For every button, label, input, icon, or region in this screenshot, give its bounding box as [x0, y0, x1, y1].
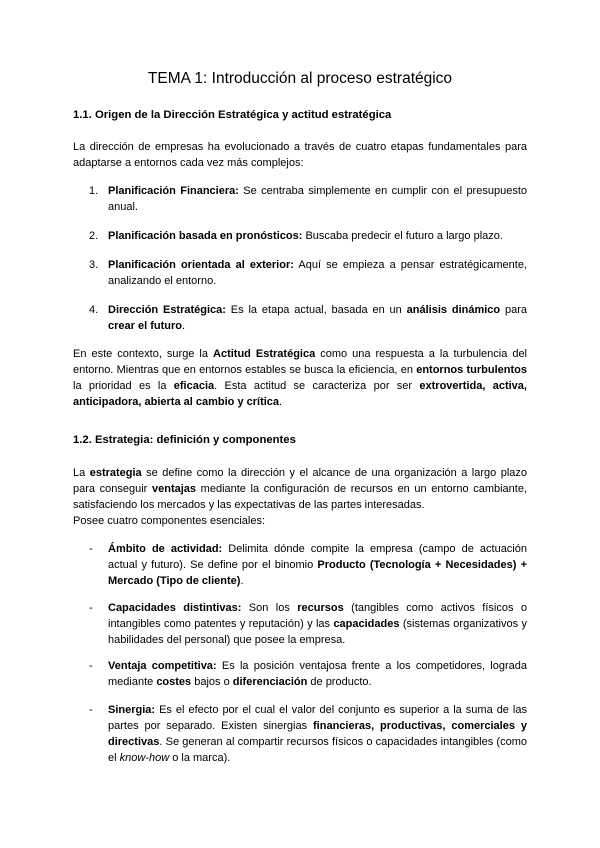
text-run: Son los [241, 602, 298, 614]
bold-term: costes [156, 676, 192, 688]
bold-term: capacidades [333, 618, 400, 630]
component-label: Ámbito de actividad: [108, 543, 223, 555]
bold-term: entornos turbulentos [416, 364, 527, 376]
text-run: se define como la dirección y el alcance de una organización a largo plazo para conseguir [73, 467, 528, 495]
list-dash: - [89, 543, 93, 555]
list-item-ventaja [89, 658, 527, 690]
list-dash: - [89, 602, 93, 614]
list-item-capacidades [89, 600, 527, 648]
bold-term: extrovertida, activa, anticipadora, abierta al cambio y crítica [73, 380, 527, 408]
bold-term: estrategia [89, 467, 142, 479]
bold-term: eficacia [173, 380, 215, 392]
context-paragraph [73, 346, 527, 410]
list-dash: - [89, 660, 93, 672]
bold-term: financieras, productivas, comerciales y directivas [108, 720, 527, 748]
list-number: 1. [89, 185, 99, 197]
text-run: Es la posición ventajosa frente a los competidores, lograda mediante [108, 660, 527, 688]
text-run: . [240, 575, 244, 587]
stage-text: Buscaba predecir el futuro a largo plazo. [302, 230, 503, 242]
text-run: o la marca). [169, 752, 231, 764]
list-item-stage-2 [89, 228, 527, 244]
bold-term: diferenciación [232, 676, 308, 688]
list-number: 4. [89, 304, 99, 316]
italic-term: know-how [119, 752, 170, 764]
list-dash: - [89, 704, 93, 716]
text-run: . Esta actitud se caracteriza por ser [214, 380, 420, 392]
list-item-stage-4 [89, 302, 527, 334]
text-run: (sistemas organizativos y habilidades del personal) que posee la empresa. [108, 618, 527, 646]
list-item-stage-1 [89, 183, 527, 215]
component-label: Ventaja competitiva: [108, 660, 217, 672]
bold-term: crear el futuro [108, 320, 182, 332]
text-run: En este contexto, surge la [73, 348, 214, 360]
list-number: 2. [89, 230, 99, 242]
stage-label: Dirección Estratégica: [108, 304, 226, 316]
stage-label: Planificación basada en pronósticos: [108, 230, 303, 242]
stage-label: Planificación orientada al exterior: [108, 259, 294, 271]
list-item-sinergia [89, 702, 527, 766]
text-run: La [73, 467, 90, 479]
definition-paragraph [73, 465, 527, 513]
bold-term: Producto (Tecnología + Necesidades) + Mercado (Tipo de cliente) [108, 559, 527, 587]
text-run: bajos o [191, 676, 233, 688]
stage-text: Se centraba simplemente en cumplir con el presupuesto anual. [108, 185, 527, 213]
bold-term: ventajas [152, 483, 197, 495]
list-number: 3. [89, 259, 99, 271]
stage-text: Aquí se empieza a pensar estratégicamente, analizando el entorno. [108, 259, 527, 287]
stage-text: para [500, 304, 528, 316]
component-label: Sinergia: [108, 704, 156, 716]
stage-text: . [181, 320, 186, 332]
stage-label: Planificación Financiera: [108, 185, 239, 197]
list-item-stage-3 [89, 257, 527, 289]
text-run: mediante la configuración de recursos en un entorno cambiante, satisfaciendo los mercados y las expectativas de las partes interesadas. [73, 483, 528, 511]
text-run: Delimita dónde compite la empresa (campo de actuación actual y futuro). Se define por el binomio [108, 543, 527, 571]
text-run: la prioridad es la [73, 380, 174, 392]
text-run: . Se generan al compartir recursos físicos o capacidades intangibles (como el [108, 736, 527, 764]
bold-term: Actitud Estratégica [213, 348, 316, 360]
page-title: TEMA 1: Introducción al proceso estratégico [147, 70, 453, 87]
stage-text: Es la etapa actual, basada en un [225, 304, 407, 316]
intro-paragraph: La dirección de empresas ha evolucionado a través de cuatro etapas fundamentales para adaptarse a entornos cada vez más complejos: [73, 141, 527, 169]
section-heading-estrategia: 1.2. Estrategia: definición y componentes [73, 434, 296, 446]
text-run: Es el efecto por el cual el valor del conjunto es superior a la suma de las partes por separado. Existen sinergias [108, 704, 527, 732]
list-item-ambito [89, 541, 527, 589]
text-run: como una respuesta a la turbulencia del entorno. Mientras que en entornos estables se busca la eficiencia, en [73, 348, 528, 376]
component-label: Capacidades distintivas: [108, 602, 242, 614]
bold-term: análisis dinámico [406, 304, 501, 316]
bold-term: recursos [297, 602, 344, 614]
components-intro: Posee cuatro componentes esenciales: [73, 515, 266, 527]
section-heading-origen: 1.1. Origen de la Dirección Estratégica y actitud estratégica [73, 109, 392, 121]
text-run: de producto. [307, 676, 372, 688]
text-run: . [279, 396, 283, 408]
text-run: (tangibles como activos físicos o intangibles como patentes y reputación) y las [108, 602, 527, 630]
